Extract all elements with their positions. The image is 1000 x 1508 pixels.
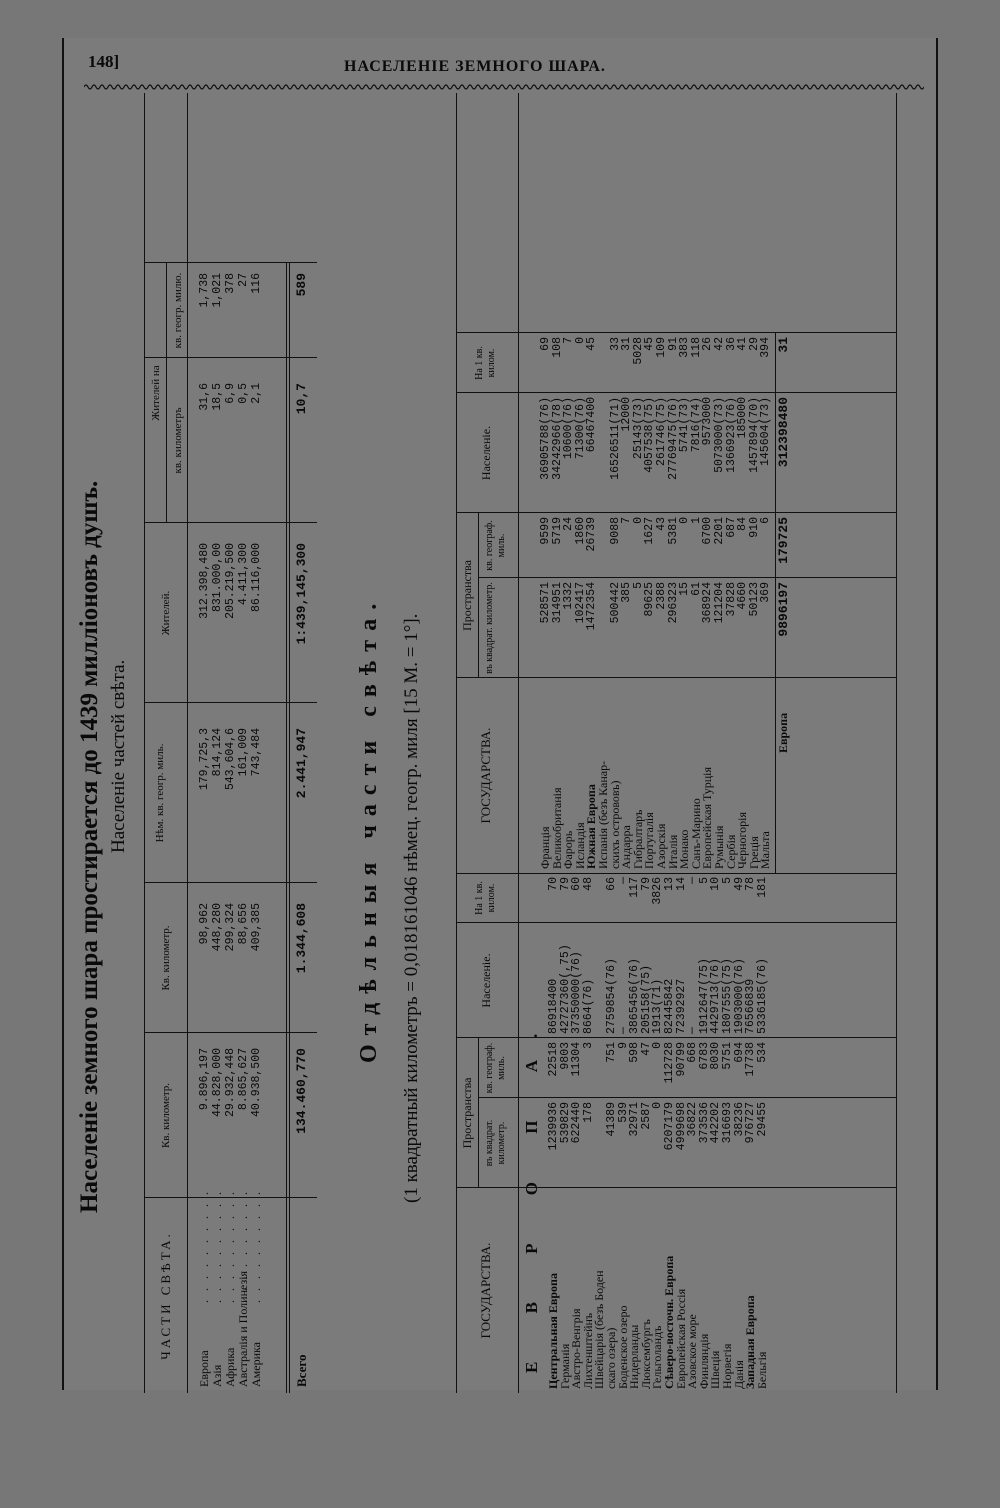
continents-col-rule xyxy=(144,262,317,263)
continent-per-mile: 1,021 xyxy=(211,273,224,308)
leader-dots: . . . . . . . . . . xyxy=(249,1189,263,1303)
state-sq-mi: 11304 xyxy=(570,1042,584,1077)
state-sq-km: 121204 xyxy=(713,582,726,624)
continent-per-km: 6,9 xyxy=(224,383,237,404)
state-name: Люксембургъ xyxy=(638,1319,653,1389)
state-per-km: 5 xyxy=(697,877,711,884)
leader-dots: . . . . . . . . . . xyxy=(236,1189,250,1303)
state-sq-km: 5 xyxy=(631,582,645,589)
state-population: 1457894(70) xyxy=(747,397,761,473)
state-sq-mi: 7 xyxy=(620,517,634,524)
col-head-per-mile: кв. геогр. милю. xyxy=(172,272,184,349)
state-sq-km: 29455 xyxy=(755,1102,769,1137)
state-per-km: 41 xyxy=(736,337,750,351)
continent-sq-km: 44.828,000 xyxy=(211,1048,224,1118)
state-sq-km: 50123 xyxy=(747,582,761,617)
state-population: 9573000 xyxy=(701,397,715,446)
state-per-km: 394 xyxy=(759,337,773,358)
state-population: 66467400 xyxy=(585,397,599,453)
continents-top-rule xyxy=(144,93,145,1393)
book-page xyxy=(62,38,938,1390)
europe-total-name: Европа xyxy=(776,712,790,753)
state-name: Мальта xyxy=(758,831,773,869)
state-population: 4057538(75) xyxy=(643,397,657,473)
continent-sq-km-2: 409,385 xyxy=(250,903,263,952)
continent-per-mile: 27 xyxy=(237,273,250,287)
state-name: Исландія xyxy=(572,822,587,869)
continent-total-geo-miles: 2.441,947 xyxy=(294,728,309,799)
state-name: Нидерланды xyxy=(627,1324,642,1389)
state-per-km: 29 xyxy=(747,337,761,351)
area-group-rule xyxy=(478,1038,479,1188)
continent-sq-km-2: 88,656 xyxy=(237,903,250,945)
state-population: 27769475(76) xyxy=(666,397,680,480)
state-per-km: 117 xyxy=(628,877,642,898)
state-sq-mi: 26739 xyxy=(585,517,599,552)
state-name: Фарорь xyxy=(561,830,576,869)
continent-name: Европа xyxy=(197,1350,211,1387)
state-sq-km: 1239936 xyxy=(547,1102,560,1151)
state-population: 72392927 xyxy=(674,978,688,1034)
running-header xyxy=(64,38,936,90)
continent-per-mile: 116 xyxy=(250,273,263,294)
state-name: Западная Европа xyxy=(743,1295,758,1389)
col-head-population: Населеніе. xyxy=(479,425,493,481)
state-population: 10600(76) xyxy=(562,397,576,460)
state-population: 5073000(73) xyxy=(713,397,726,473)
state-per-km: 42 xyxy=(713,337,726,351)
state-name: Гельголандъ xyxy=(650,1325,665,1389)
state-name: Черногорія xyxy=(735,811,750,869)
continent-name: Азія xyxy=(210,1364,224,1387)
continent-name: Америка xyxy=(249,1342,263,1387)
continents-head-rule xyxy=(187,93,188,1393)
state-population: 16526511(71) xyxy=(608,397,622,480)
europe-total-sq-km: 9896197 xyxy=(776,582,791,637)
state-sq-mi: 84 xyxy=(736,517,750,531)
states-col-rule xyxy=(456,873,896,874)
state-name: Швейцарія (безъ Боден xyxy=(592,1270,607,1389)
state-population: 1366923(76) xyxy=(724,397,738,473)
state-population: 1913(71) xyxy=(651,978,665,1034)
continent-per-mile: 1,738 xyxy=(198,273,211,308)
state-population: 86918400 xyxy=(547,978,560,1034)
state-population: 5741(73) xyxy=(678,397,692,453)
state-sq-mi: 910 xyxy=(747,517,761,538)
continent-sq-km: 9.896,197 xyxy=(198,1048,211,1111)
state-per-km: 5028 xyxy=(631,337,645,365)
state-sq-mi: 43 xyxy=(655,517,668,531)
state-sq-km: 6207179 xyxy=(663,1102,676,1151)
col-head-area: Пространства xyxy=(460,1077,474,1149)
state-population: 1903000(76) xyxy=(732,958,746,1034)
states-top-rule xyxy=(456,93,457,1393)
state-name: Греція xyxy=(746,836,761,869)
continent-total-sq-km-2: 1.344,608 xyxy=(294,903,309,974)
state-sq-mi: 9088 xyxy=(608,517,622,545)
state-sq-mi: 1627 xyxy=(643,517,657,545)
state-name: Боденское озеро xyxy=(615,1305,630,1389)
state-sq-km: 976727 xyxy=(744,1102,758,1144)
state-sq-mi: 0 xyxy=(631,517,645,524)
state-per-km: 66 xyxy=(605,877,618,891)
state-per-km: 5 xyxy=(721,877,734,884)
col-head-per-km: кв. километръ xyxy=(172,407,184,474)
state-per-km: 3826 xyxy=(651,877,665,905)
state-per-km: 109 xyxy=(655,337,668,358)
continent-total-name: Всего xyxy=(294,1354,309,1387)
state-sq-km: 539829 xyxy=(558,1102,572,1144)
state-sq-mi: 8030 xyxy=(709,1042,723,1070)
state-name: Сербія xyxy=(723,834,738,869)
continent-inhabitants: 205.219,500 xyxy=(224,543,237,619)
state-per-km: 26 xyxy=(701,337,715,351)
europe-total-per-km: 31 xyxy=(776,337,791,353)
state-name: Азорскія xyxy=(654,823,668,869)
state-per-km: 181 xyxy=(755,877,769,898)
state-population: 7816(74) xyxy=(689,397,703,453)
state-sq-km: 89625 xyxy=(643,582,657,617)
europe-total-population: 312398480 xyxy=(776,397,791,468)
state-population: 8664(76) xyxy=(581,978,595,1034)
state-population: 185000 xyxy=(736,397,750,439)
state-sq-km: 296323 xyxy=(666,582,680,624)
state-sq-km: 38236 xyxy=(732,1102,746,1137)
continent-geo-miles: 161,009 xyxy=(237,728,250,777)
state-per-km: 33 xyxy=(608,337,622,351)
state-per-km: 10 xyxy=(709,877,723,891)
continent-inhabitants: 86.116,000 xyxy=(250,543,263,613)
states-col-rule xyxy=(456,332,896,333)
state-name: Франція xyxy=(538,826,552,869)
states-head-rule xyxy=(518,93,519,1393)
state-population: 5336185(76) xyxy=(755,958,769,1034)
state-sq-km: 1332 xyxy=(562,582,576,610)
state-population: 205158(75) xyxy=(639,964,653,1034)
state-sq-mi: 687 xyxy=(724,517,738,538)
continent-per-km: 2,1 xyxy=(250,383,263,404)
col-head-area-km: въ квадрат. километр. xyxy=(484,582,495,674)
state-name: Монако xyxy=(677,829,692,869)
col-head-states: ГОСУДАРСТВА. xyxy=(478,727,493,824)
state-sq-mi: 0 xyxy=(651,1042,665,1049)
state-name: Европейская Турція xyxy=(700,767,715,869)
continent-inhabitants: 4.411,300 xyxy=(237,543,250,606)
col-head-sqkm: Кв. километр. xyxy=(160,1082,172,1149)
state-sq-km: 0 xyxy=(651,1102,665,1109)
state-per-km: 48 xyxy=(581,877,595,891)
page-number: 148] xyxy=(88,52,120,71)
state-per-km: 70 xyxy=(547,877,560,891)
state-sq-km: 41389 xyxy=(605,1102,618,1137)
state-per-km: 383 xyxy=(678,337,692,358)
sub-title: Населеніе частей свѣта. xyxy=(108,659,129,853)
state-sq-km: 2587 xyxy=(639,1102,653,1130)
state-per-km: 14 xyxy=(674,877,688,891)
state-sq-mi: 6783 xyxy=(697,1042,711,1070)
col-head-population: Населеніе. xyxy=(479,953,493,1008)
state-sq-km: 102417 xyxy=(573,582,587,624)
continent-total-sq-km: 134.460,770 xyxy=(294,1048,309,1134)
state-per-km: 45 xyxy=(585,337,599,351)
state-name: скихъ острововъ) xyxy=(607,780,622,869)
state-population: 12000 xyxy=(620,397,634,432)
col-head-area-km: въ квадрат. километр. xyxy=(484,1119,507,1167)
state-sq-mi: 0 xyxy=(678,517,692,524)
leader-dots: . . . . . . . . . . xyxy=(197,1189,211,1303)
state-sq-km: 316693 xyxy=(721,1102,734,1144)
state-name: Данія xyxy=(731,1360,746,1389)
state-name: Бельгія xyxy=(754,1351,769,1389)
state-sq-km: 4660 xyxy=(736,582,750,610)
state-population: — xyxy=(616,1027,630,1034)
state-per-km: 79 xyxy=(639,877,653,891)
continent-per-km: 18,5 xyxy=(211,383,224,411)
state-name: Испанія (безъ Канар- xyxy=(596,760,610,869)
state-per-km: 0 xyxy=(573,337,587,344)
col-head-area-mi: кв. географ. миль. xyxy=(484,1042,507,1094)
section-title: Отдѣльныя части свѣта. xyxy=(356,594,382,1063)
col-head-states: ГОСУДАРСТВА. xyxy=(478,1242,493,1339)
continent-sq-km-2: 98,962 xyxy=(198,903,211,945)
leader-dots: . . . . . . . . . . xyxy=(210,1189,224,1303)
state-sq-mi: 694 xyxy=(732,1042,746,1063)
state-sq-mi: 90799 xyxy=(674,1042,688,1077)
state-sq-mi: 9 xyxy=(616,1042,630,1049)
state-name: Швеція xyxy=(708,1350,723,1389)
state-per-km: 31 xyxy=(620,337,634,351)
continent-per-km: 31,6 xyxy=(198,383,211,411)
continent-sq-km-2: 299,324 xyxy=(224,903,237,952)
state-name: Португалія xyxy=(642,812,657,869)
state-sq-mi: 534 xyxy=(755,1042,769,1063)
state-sq-mi: 17738 xyxy=(744,1042,758,1077)
state-population: 261746(75) xyxy=(655,397,668,467)
wavy-rule xyxy=(84,82,924,92)
col-head-sqkm-2: Кв. километр. xyxy=(160,925,172,991)
state-sq-km: 528571 xyxy=(539,582,552,624)
continent-name: Африка xyxy=(223,1347,237,1387)
state-sq-km: 500442 xyxy=(608,582,622,624)
col-head-inhabitants: Жителей. xyxy=(160,590,172,636)
europe-total-sq-mi: 179725 xyxy=(776,517,791,564)
state-sq-km: 368924 xyxy=(701,582,715,624)
state-name: Австро-Венгрія xyxy=(569,1308,584,1389)
state-sq-mi: 9599 xyxy=(539,517,552,545)
continent-per-km: 0,5 xyxy=(237,383,250,404)
state-population: 36905788(76) xyxy=(539,397,552,480)
state-sq-km: 32971 xyxy=(628,1102,642,1137)
state-sq-mi: 5719 xyxy=(550,517,564,545)
state-population: 76566839 xyxy=(744,978,758,1034)
state-population: — xyxy=(686,1027,700,1034)
state-sq-mi: 751 xyxy=(605,1042,618,1063)
state-name: Великобританія xyxy=(549,787,564,869)
state-sq-km: 442202 xyxy=(709,1102,723,1144)
state-sq-mi: 2201 xyxy=(713,517,726,545)
main-title: Населеніе земного шара простирается до 1439 милліоновъ душъ. xyxy=(76,480,103,1213)
state-per-km: 13 xyxy=(663,877,676,891)
state-sq-km: 36822 xyxy=(686,1102,700,1137)
state-name: Финляндія xyxy=(696,1333,711,1389)
state-sq-mi: 668 xyxy=(686,1042,700,1063)
state-name: Европейская Россія xyxy=(673,1288,688,1389)
state-sq-km: 314951 xyxy=(550,582,564,624)
continent-per-mile: 378 xyxy=(224,273,237,294)
state-sq-km: 373536 xyxy=(697,1102,711,1144)
state-sq-mi: 22518 xyxy=(547,1042,560,1077)
state-population: 25143(73) xyxy=(631,397,645,460)
state-sq-mi: 47 xyxy=(639,1042,653,1056)
continent-sq-km: 8.865,627 xyxy=(237,1048,250,1111)
state-sq-km: 37828 xyxy=(724,582,738,617)
continent-sq-km: 40.938,500 xyxy=(250,1048,263,1118)
state-per-km: 36 xyxy=(724,337,738,351)
state-per-km: 45 xyxy=(643,337,657,351)
state-per-km: 108 xyxy=(550,337,564,358)
running-title: НАСЕЛЕНІЕ ЗЕМНОГО ШАРА. xyxy=(344,58,606,75)
col-head-per-km: На 1 кв. килом. xyxy=(474,346,497,380)
state-per-km: 79 xyxy=(558,877,572,891)
col-head-area: Пространства xyxy=(460,560,474,631)
leader-dots: . . . . . . . . . . xyxy=(223,1189,237,1303)
continent-inhabitants: 312.398,480 xyxy=(198,543,211,619)
rotated-content xyxy=(64,93,934,1393)
state-population: 145604(73) xyxy=(759,397,773,467)
state-per-km: 7 xyxy=(562,337,576,344)
state-sq-mi: 24 xyxy=(562,517,576,531)
state-sq-km: 15 xyxy=(678,582,692,596)
state-population: 1912647(75) xyxy=(697,958,711,1034)
state-population: 42727360(,75) xyxy=(558,944,572,1034)
state-per-km: 49 xyxy=(732,877,746,891)
continents-total-rule xyxy=(289,263,290,1393)
continent-geo-miles: 543,604,6 xyxy=(224,728,237,791)
state-per-km: 91 xyxy=(666,337,680,351)
state-sq-mi: 5381 xyxy=(666,517,680,545)
per-group-rule xyxy=(166,263,167,523)
continents-total-rule xyxy=(286,263,287,1393)
state-population: 82445842 xyxy=(663,978,676,1034)
state-sq-km: 61 xyxy=(689,582,703,596)
state-name: Румынія xyxy=(712,825,726,869)
state-sq-km: 4999698 xyxy=(674,1102,688,1151)
area-group-rule xyxy=(478,513,479,678)
continent-geo-miles: 743,484 xyxy=(250,728,263,777)
section-note: (1 квадратный километръ = 0,018161046 нѣмец. геогр. миля [15 М. = 1°]. xyxy=(401,613,422,1203)
state-sq-km: 385 xyxy=(620,582,634,603)
state-population: 4429713(76) xyxy=(709,958,723,1034)
col-head-per-km: На 1 кв. килом. xyxy=(474,881,497,915)
state-name: скаго озера) xyxy=(604,1327,618,1389)
state-per-km: 78 xyxy=(744,877,758,891)
state-name: Центральная Европа xyxy=(546,1273,560,1389)
continent-total-per-km: 10,7 xyxy=(294,383,309,415)
state-sq-km: 2388 xyxy=(655,582,668,610)
state-population: 3865456(76) xyxy=(628,958,642,1034)
state-sq-mi: 5751 xyxy=(721,1042,734,1070)
state-sq-mi: 112728 xyxy=(663,1042,676,1084)
state-name: Лихтенштейнъ xyxy=(580,1312,595,1389)
state-name: Гибралтаръ xyxy=(630,809,645,869)
col-head-parts: ЧАСТИ СВѢТА. xyxy=(158,1231,173,1360)
state-sq-mi: 6 xyxy=(759,517,773,524)
state-population: 37350000(76) xyxy=(570,951,584,1034)
state-name: Италія xyxy=(665,834,680,869)
continent-sq-km-2: 448,280 xyxy=(211,903,224,952)
continent-geo-miles: 814,124 xyxy=(211,728,224,777)
state-name: Южная Европа xyxy=(584,784,599,869)
state-name: Андарра xyxy=(619,825,634,869)
state-name: Сѣверо-восточн. Европа xyxy=(662,1255,676,1389)
state-sq-km: 1472354 xyxy=(585,582,599,631)
state-per-km: — xyxy=(616,877,630,884)
state-name: Санъ-Марино xyxy=(688,798,703,869)
state-per-km: — xyxy=(686,877,700,884)
europe-heading: Е В Р О П А. xyxy=(522,1011,541,1373)
state-sq-km: 178 xyxy=(581,1102,595,1123)
state-sq-km: 539 xyxy=(616,1102,630,1123)
col-head-area-mi: кв. географ. миль. xyxy=(484,520,507,571)
state-sq-km: 369 xyxy=(759,582,773,603)
state-population: 71300(76) xyxy=(573,397,587,460)
continent-total-per-mile: 589 xyxy=(294,273,309,297)
state-sq-mi: 598 xyxy=(628,1042,642,1063)
state-population: 34242966(78) xyxy=(550,397,564,480)
state-name: Норвегія xyxy=(720,1343,734,1389)
state-sq-km: 622440 xyxy=(570,1102,584,1144)
state-population: 2759854(76) xyxy=(605,958,618,1034)
state-per-km: 118 xyxy=(689,337,703,358)
state-sq-mi: 6700 xyxy=(701,517,715,545)
continent-total-inhabitants: 1:439,145,300 xyxy=(294,543,309,645)
states-bottom-rule xyxy=(896,93,897,1393)
state-sq-mi: 1860 xyxy=(573,517,587,545)
state-sq-mi: 9803 xyxy=(558,1042,572,1070)
continent-sq-km: 29.932,448 xyxy=(224,1048,237,1118)
state-name: Германія xyxy=(557,1343,572,1389)
state-population: 1807555(75) xyxy=(721,958,734,1034)
continent-geo-miles: 179,725,3 xyxy=(198,728,211,791)
state-name: Азовское море xyxy=(685,1314,700,1389)
state-per-km: 60 xyxy=(570,877,584,891)
state-sq-mi: 3 xyxy=(581,1042,595,1049)
continent-inhabitants: 831.000,00 xyxy=(211,543,224,613)
state-per-km: 69 xyxy=(539,337,552,351)
continent-name: Австралія и Полинезія xyxy=(236,1270,250,1387)
col-head-per-group: Жителей на xyxy=(150,365,162,421)
col-head-geomiles: Нѣм. кв. геогр. миль. xyxy=(154,743,166,843)
state-sq-mi: 1 xyxy=(689,517,703,524)
